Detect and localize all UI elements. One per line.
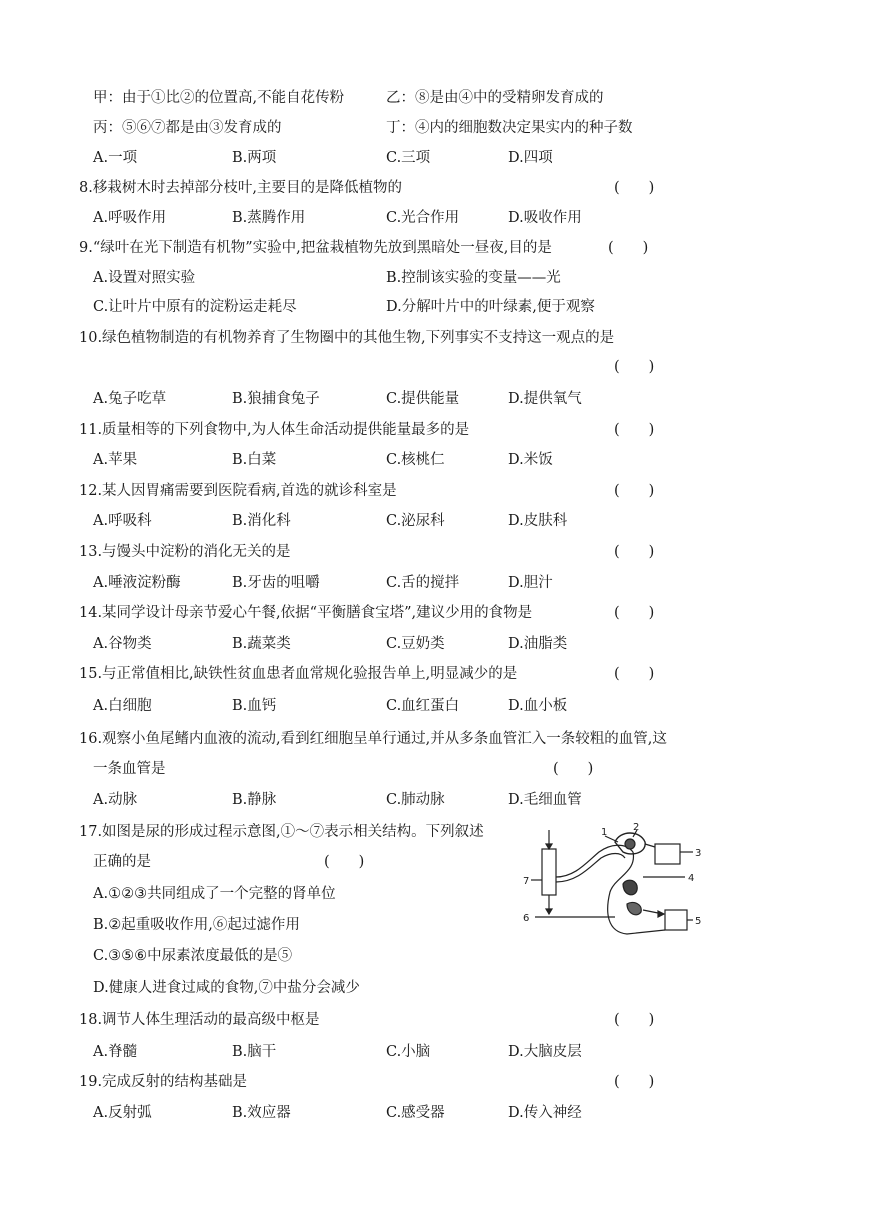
q15-option-d[interactable]: D.血小板 [508,698,568,714]
q17-option-c[interactable]: C.③⑤⑥中尿素浓度最低的是⑤ [93,948,293,964]
label-4: 4 [688,873,695,884]
q17-answer-blank[interactable]: ( ) [324,854,365,870]
collecting-duct [542,849,556,895]
q11-option-c[interactable]: C.核桃仁 [386,452,445,468]
q10-option-d[interactable]: D.提供氧气 [508,391,582,407]
q9-answer-blank[interactable]: ( ) [608,240,649,256]
q18-option-a[interactable]: A.脊髓 [93,1044,138,1060]
q13-option-d[interactable]: D.胆汁 [508,575,553,591]
q16-option-d[interactable]: D.毛细血管 [508,792,582,808]
q11-answer-blank[interactable]: ( ) [614,422,655,438]
q7-option-a[interactable]: A.一项 [93,150,138,166]
q7-statement-bing: 丙：⑤⑥⑦都是由③发育成的 [93,120,282,136]
q16-option-a[interactable]: A.动脉 [93,792,138,808]
q16-stem-continued: 一条血管是 [93,761,166,777]
q16-answer-blank[interactable]: ( ) [553,761,594,777]
q8-answer-blank[interactable]: ( ) [614,180,655,196]
label-1: 1 [601,827,608,838]
q14-answer-blank[interactable]: ( ) [614,605,655,621]
q9-option-a[interactable]: A.设置对照实验 [93,270,196,286]
q18-stem: 18.调节人体生理活动的最高级中枢是 [79,1012,320,1028]
q9-stem: 9.“绿叶在光下制造有机物”实验中,把盆栽植物先放到黑暗处一昼夜,目的是 [79,240,552,256]
q12-option-d[interactable]: D.皮肤科 [508,513,568,529]
q12-option-c[interactable]: C.泌尿科 [386,513,445,529]
label-6: 6 [523,913,530,924]
q18-option-c[interactable]: C.小脑 [386,1044,431,1060]
q19-option-a[interactable]: A.反射弧 [93,1105,152,1121]
q15-option-c[interactable]: C.血红蛋白 [386,698,460,714]
q16-stem: 16.观察小鱼尾鳍内血液的流动,看到红细胞呈单行通过,并从多条血管汇入一条较粗的血管,这 [79,731,667,747]
q19-answer-blank[interactable]: ( ) [614,1074,655,1090]
q10-answer-blank[interactable]: ( ) [614,359,655,375]
q17-stem-continued: 正确的是 [93,854,151,870]
q11-option-d[interactable]: D.米饭 [508,452,553,468]
q12-stem: 12.某人因胃痛需要到医院看病,首选的就诊科室是 [79,483,397,499]
q17-option-a[interactable]: A.①②③共同组成了一个完整的肾单位 [93,886,336,902]
q14-option-a[interactable]: A.谷物类 [93,636,152,652]
q19-option-d[interactable]: D.传入神经 [508,1105,582,1121]
q9-option-c[interactable]: C.让叶片中原有的淀粉运走耗尽 [93,299,297,315]
q7-statement-ding: 丁：④内的细胞数决定果实内的种子数 [386,120,633,136]
nephron-diagram [515,822,715,947]
renal-tubule [556,845,665,934]
q15-stem: 15.与正常值相比,缺铁性贫血患者血常规化验报告单上,明显减少的是 [79,666,518,682]
q10-option-b[interactable]: B.狼捕食兔子 [232,391,320,407]
q15-answer-blank[interactable]: ( ) [614,666,655,682]
q14-option-b[interactable]: B.蔬菜类 [232,636,291,652]
q11-option-a[interactable]: A.苹果 [93,452,138,468]
vessel-5 [665,910,687,930]
q8-option-a[interactable]: A.呼吸作用 [93,210,167,226]
q9-option-b[interactable]: B.控制该实验的变量——光 [386,270,561,286]
q12-answer-blank[interactable]: ( ) [614,483,655,499]
q10-option-c[interactable]: C.提供能量 [386,391,460,407]
q14-stem: 14.某同学设计母亲节爱心午餐,依据“平衡膳食宝塔”,建议少用的食物是 [79,605,533,621]
q11-option-b[interactable]: B.白菜 [232,452,277,468]
q7-option-c[interactable]: C.三项 [386,150,431,166]
q8-option-b[interactable]: B.蒸腾作用 [232,210,306,226]
q13-answer-blank[interactable]: ( ) [614,544,655,560]
q19-option-b[interactable]: B.效应器 [232,1105,291,1121]
q7-statement-jia: 甲：由于①比②的位置高,不能自花传粉 [93,90,345,106]
q8-option-c[interactable]: C.光合作用 [386,210,460,226]
q8-stem: 8.移栽树木时去掉部分枝叶,主要目的是降低植物的 [79,180,402,196]
q13-option-a[interactable]: A.唾液淀粉酶 [93,575,181,591]
q14-option-c[interactable]: C.豆奶类 [386,636,445,652]
q16-option-c[interactable]: C.肺动脉 [386,792,445,808]
q7-option-b[interactable]: B.两项 [232,150,277,166]
q16-option-b[interactable]: B.静脉 [232,792,277,808]
q8-option-d[interactable]: D.吸收作用 [508,210,582,226]
q7-statement-yi: 乙：⑧是由④中的受精卵发育成的 [386,90,604,106]
q14-option-d[interactable]: D.油脂类 [508,636,568,652]
q13-stem: 13.与馒头中淀粉的消化无关的是 [79,544,291,560]
q17-option-b[interactable]: B.②起重吸收作用,⑥起过滤作用 [93,917,300,933]
q13-option-b[interactable]: B.牙齿的咀嚼 [232,575,320,591]
q18-answer-blank[interactable]: ( ) [614,1012,655,1028]
q7-option-d[interactable]: D.四项 [508,150,553,166]
q9-option-d[interactable]: D.分解叶片中的叶绿素,便于观察 [386,299,595,315]
vessel-3 [655,844,680,864]
q19-stem: 19.完成反射的结构基础是 [79,1074,248,1090]
q19-option-c[interactable]: C.感受器 [386,1105,445,1121]
label-7: 7 [523,876,530,887]
q17-option-d[interactable]: D.健康人进食过咸的食物,⑦中盐分会减少 [93,980,360,996]
q11-stem: 11.质量相等的下列食物中,为人体生命活动提供能量最多的是 [79,422,470,438]
q10-option-a[interactable]: A.兔子吃草 [93,391,167,407]
q17-stem: 17.如图是尿的形成过程示意图,①～⑦表示相关结构。下列叙述 [79,824,484,840]
label-2: 2 [633,822,640,833]
q15-option-b[interactable]: B.血钙 [232,698,277,714]
q12-option-a[interactable]: A.呼吸科 [93,513,152,529]
q13-option-c[interactable]: C.舌的搅拌 [386,575,460,591]
q15-option-a[interactable]: A.白细胞 [93,698,152,714]
label-5: 5 [695,916,702,927]
q12-option-b[interactable]: B.消化科 [232,513,291,529]
q18-option-b[interactable]: B.脑干 [232,1044,277,1060]
label-3: 3 [695,848,702,859]
q10-stem: 10.绿色植物制造的有机物养育了生物圈中的其他生物,下列事实不支持这一观点的是 [79,330,615,346]
q18-option-d[interactable]: D.大脑皮层 [508,1044,582,1060]
